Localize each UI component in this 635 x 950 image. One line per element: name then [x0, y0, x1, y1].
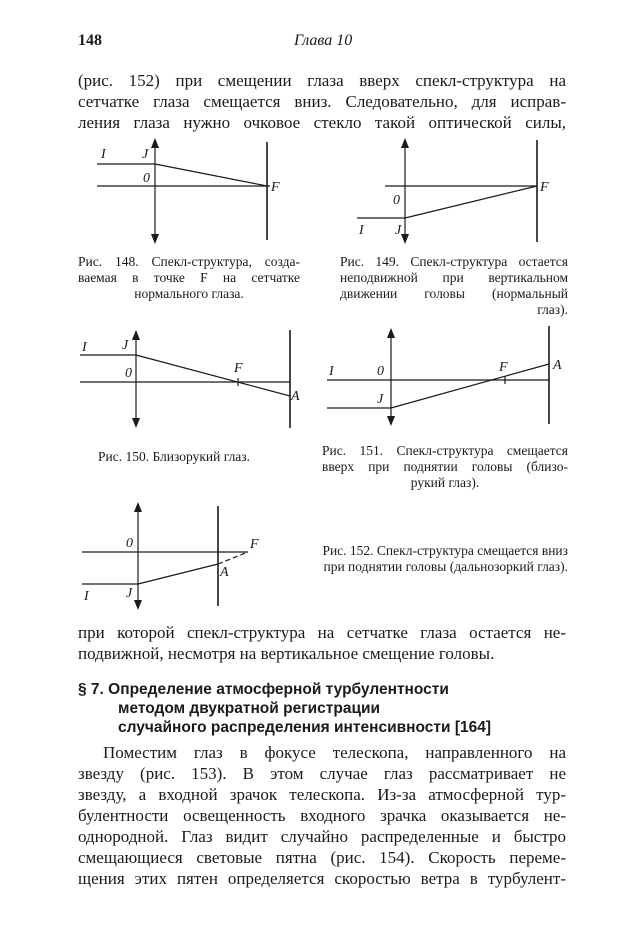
label-A: A: [553, 358, 562, 373]
lens-arrow-down: [151, 234, 159, 244]
label-A: A: [291, 389, 300, 404]
page-number: 148: [78, 32, 102, 49]
label-J: J: [142, 147, 149, 162]
label-J: J: [377, 392, 384, 407]
label-I: I: [329, 364, 334, 379]
refracted-ray: [405, 186, 537, 218]
figure-149-diagram: [355, 136, 555, 248]
text-line: звезду (рис. 153). В этом случае глаз рассматривает не: [78, 764, 566, 783]
lens-arrow-down: [132, 418, 140, 428]
refracted-ray: [155, 164, 267, 186]
label-F: F: [250, 537, 259, 552]
caption-fig-151: Рис. 151. Спекл-структура смещается вверх при поднятии головы (близо- рукий глаз).: [322, 443, 568, 490]
text-line: звезду, а входной зрачок телескопа. Из-за атмосферной тур-: [78, 785, 566, 804]
refracted-ray: [391, 364, 549, 408]
caption-fig-152: Рис. 152. Спекл-структура смещается вниз при поднятии головы (дальнозоркий глаз).: [322, 543, 568, 574]
text-line: при которой спекл-структура на сетчатке глаза остается не-: [78, 623, 566, 642]
text-line: подвижной, несмотря на вертикальное смещение головы.: [78, 644, 495, 663]
lens-arrow-up: [401, 138, 409, 148]
lens-arrow-up: [387, 328, 395, 338]
label-F: F: [499, 360, 508, 375]
paragraph-1: [78, 70, 566, 133]
label-O: 0: [393, 193, 400, 208]
figure-151-diagram: [325, 326, 570, 426]
figure-150-diagram: [78, 328, 303, 430]
label-J: J: [122, 338, 129, 353]
paragraph-3: [78, 742, 566, 889]
lens-arrow-down: [387, 416, 395, 426]
label-A: A: [220, 565, 229, 580]
label-I: I: [359, 223, 364, 238]
paragraph-2: [78, 622, 566, 664]
label-O: 0: [377, 364, 384, 379]
label-F: F: [540, 180, 549, 195]
label-O: 0: [143, 171, 150, 186]
label-I: I: [82, 340, 87, 355]
label-F: F: [234, 361, 243, 376]
label-J: J: [395, 223, 402, 238]
lens-arrow-down: [401, 234, 409, 244]
label-F: F: [271, 180, 280, 195]
text-line: Поместим глаз в фокусе телескопа, направленного на: [103, 743, 566, 762]
text-line: однородной. Глаз видит случайно распределенные и быстро: [78, 827, 566, 846]
text-line: смещающиеся световые пятна (рис. 154). Скорость переме-: [78, 848, 566, 867]
section-heading: § 7. Определение атмосферной турбулентности методом двукратной регистрации случайного распределения интенсивности [164]: [78, 681, 492, 736]
chapter-title: Глава 10: [294, 32, 353, 49]
lens-arrow-down: [134, 600, 142, 610]
lens-arrow-up: [151, 138, 159, 148]
figure-148-diagram: [95, 136, 295, 246]
caption-fig-148: Рис. 148. Спекл-структура, созда- ваемая в точке F на сетчатке нормального глаза.: [78, 254, 300, 301]
label-O: 0: [125, 366, 132, 381]
text-line: ления глаза нужно очковое стекло такой оптической силы,: [78, 113, 566, 132]
lens-arrow-up: [132, 330, 140, 340]
text-line: булентности освещенность входного зрачка оказывается не-: [78, 806, 566, 825]
text-line: щения этих пятен определяется скоростью ветра в турбулент-: [78, 869, 566, 888]
label-I: I: [101, 147, 106, 162]
label-J: J: [126, 586, 133, 601]
spacer: [357, 186, 537, 196]
figure-152-diagram: [80, 500, 270, 612]
label-O: 0: [126, 536, 133, 551]
caption-fig-150: Рис. 150. Близорукий глаз.: [98, 449, 251, 464]
extended-ray: [218, 552, 248, 564]
lens-arrow-up: [134, 502, 142, 512]
refracted-ray: [136, 355, 290, 396]
refracted-ray: [138, 564, 218, 584]
caption-fig-149: Рис. 149. Спекл-структура остается неподвижной при вертикальном движении головы (нормальный глаз).: [340, 254, 568, 317]
label-I: I: [84, 589, 89, 604]
text-line: (рис. 152) при смещении глаза вверх спекл-структура на: [78, 71, 566, 90]
text-line: сетчатке глаза смещается вниз. Следовательно, для исправ-: [78, 92, 566, 111]
